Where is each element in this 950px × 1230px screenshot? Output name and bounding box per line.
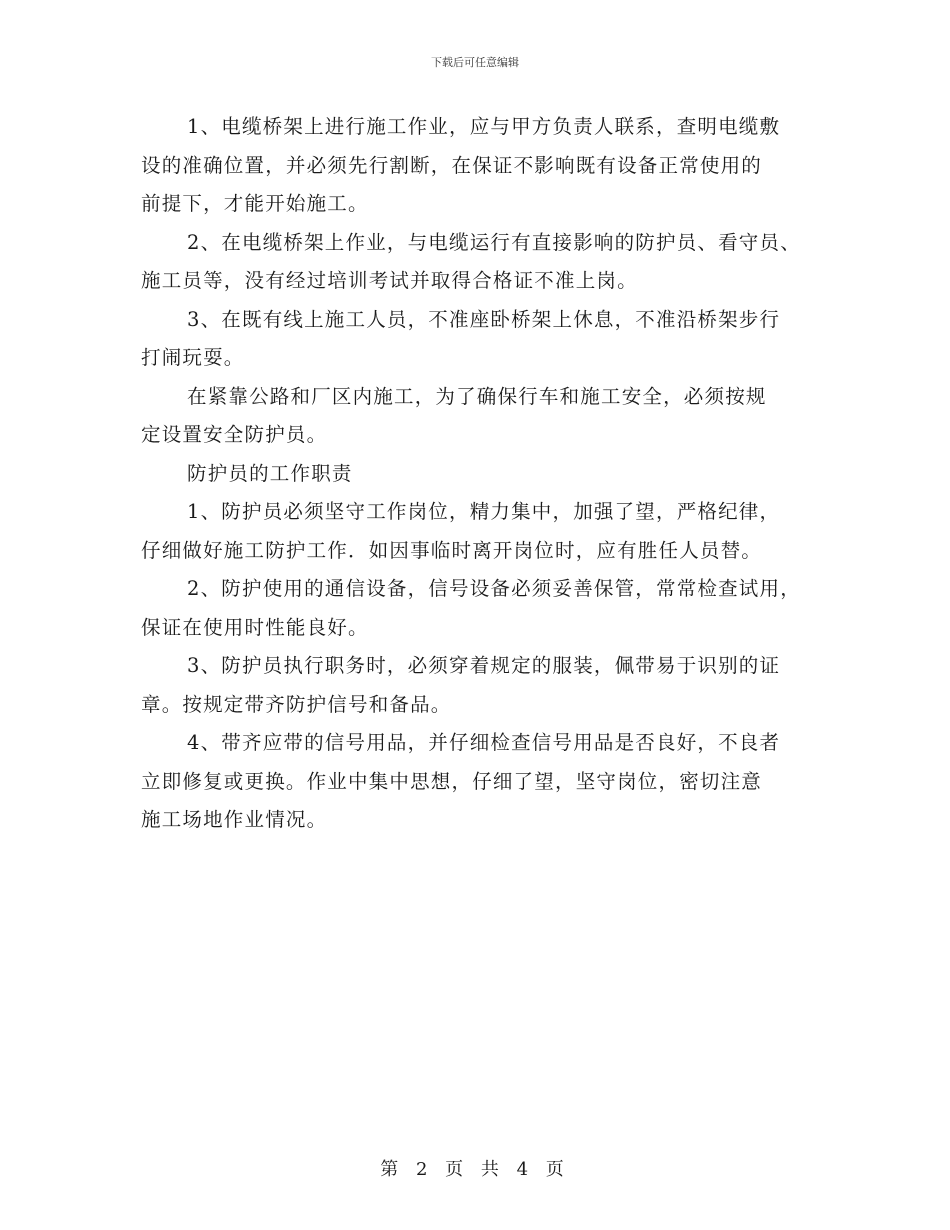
paragraph-2 <box>141 224 821 301</box>
text-line: 3、在既有线上施工人员，不准座卧桥架上休息，不准沿桥架步行 <box>187 307 781 331</box>
text-line: 立即修复或更换。作业中集中思想，仔细了望，坚守岗位，密切注意 <box>141 769 763 793</box>
paragraph-5 <box>141 493 821 570</box>
text-line: 章。按规定带齐防护信号和备品。 <box>141 692 452 716</box>
heading-line: 防护员的工作职责 <box>187 461 353 485</box>
text-line: 保证在使用时性能良好。 <box>141 615 369 639</box>
paragraph-7 <box>141 647 821 724</box>
paragraph-4 <box>141 378 821 455</box>
text-line: 定设置安全防护员。 <box>141 423 328 446</box>
text-line: 1、电缆桥架上进行施工作业，应与甲方负责人联系，查明电缆敷 <box>187 115 781 138</box>
paragraph-6 <box>141 570 821 647</box>
paragraph-8 <box>141 724 821 840</box>
paragraph-3 <box>141 301 821 378</box>
text-line: 仔细做好施工防护工作．如因事临时离开岗位时，应有胜任人员替。 <box>141 538 763 562</box>
text-line: 1、防护员必须坚守工作岗位，精力集中，加强了望，严格纪律， <box>187 500 781 523</box>
section-heading <box>141 455 821 494</box>
page-number: 第 2 页 共 4 页 <box>380 1159 570 1180</box>
text-line: 4、带齐应带的信号用品，并仔细检查信号用品是否良好，不良者 <box>187 731 781 754</box>
page-header: 下载后可任意编辑 <box>431 56 519 69</box>
text-line: 2、防护使用的通信设备，信号设备必须妥善保管，常常检查试用， <box>187 577 801 600</box>
text-line: 2、在电缆桥架上作业，与电缆运行有直接影响的防护员、看守员、 <box>187 230 801 254</box>
text-line: 前提下，才能开始施工。 <box>141 192 369 215</box>
document-body <box>141 108 821 840</box>
text-line: 打闹玩耍。 <box>141 346 245 369</box>
text-line: 施工场地作业情况。 <box>141 808 328 831</box>
paragraph-1 <box>141 108 821 224</box>
text-line: 施工员等，没有经过培训考试并取得合格证不准上岗。 <box>141 269 638 292</box>
text-line: 3、防护员执行职务时，必须穿着规定的服装，佩带易于识别的证 <box>187 654 781 677</box>
text-line: 在紧靠公路和厂区内施工，为了确保行车和施工安全，必须按规 <box>187 384 767 408</box>
text-line: 设的准确位置，并必须先行割断，在保证不影响既有设备正常使用的 <box>141 153 763 177</box>
